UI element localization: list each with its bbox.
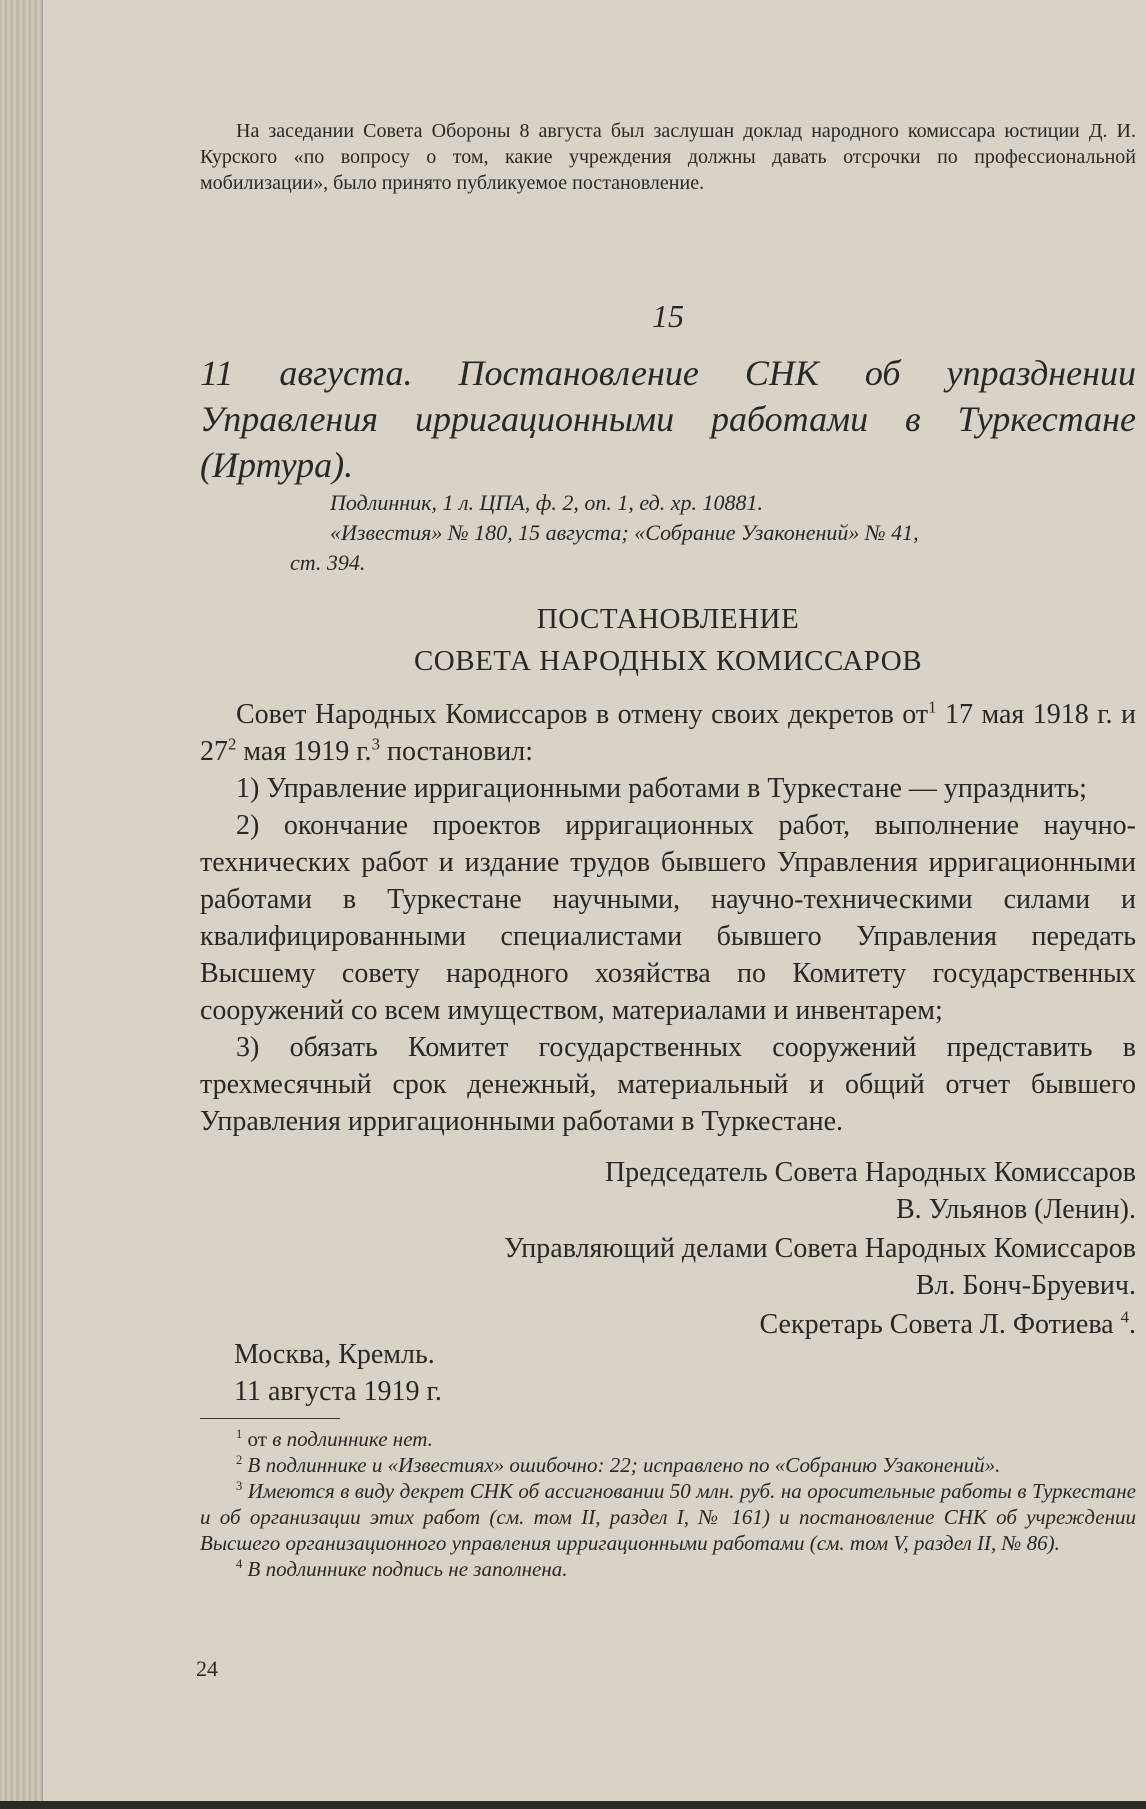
decree-body	[200, 696, 1136, 1140]
preamble-text-a: Совет Народных Комиссаров в отмену своих декретов от	[236, 699, 929, 730]
page-bottom-edge	[0, 1801, 1146, 1809]
signature-manager-title: Управляющий делами Совета Народных Комиссаров	[503, 1233, 1136, 1264]
place-and-date	[234, 1336, 442, 1410]
decree-title	[200, 598, 1136, 682]
decree-item-1: 1) Управление ирригационными работами в Туркестане — упразднить;	[236, 773, 1087, 804]
source-line-1: Подлинник, 1 л. ЦПА, ф. 2, оп. 1, ед. хр. 10881.	[330, 490, 763, 515]
signature-secretary	[336, 1306, 1136, 1343]
footnote-ref-4: 4	[1120, 1307, 1129, 1327]
signature-manager	[336, 1230, 1136, 1304]
book-spine-edge	[0, 0, 43, 1809]
footnote-2-mark: 2	[236, 1453, 243, 1467]
preamble-text-c: мая 1919 г.	[236, 736, 372, 767]
decree-item-2: 2) окончание проектов ирригационных работ, выполнение научно-технических работ и издание трудов бывшего Управления ирригационными работами в Туркестане научными, научно-техническими силами и квалифицированными специалистами бывшего Управления передать Высшему совету народного хозяйства по Комитету государственных сооружений со всем имуществом, материалами и инвентарем;	[200, 810, 1136, 1026]
document-number: 15	[652, 298, 684, 334]
preamble-text-d: постановил:	[379, 736, 534, 767]
footnotes	[200, 1426, 1136, 1582]
signature-chairman-title: Председатель Совета Народных Комиссаров	[604, 1157, 1136, 1188]
date: 11 августа 1919 г.	[234, 1376, 442, 1407]
footnote-ref-1: 1	[928, 697, 937, 717]
footnote-3	[200, 1478, 1136, 1556]
source-line-2: «Известия» № 180, 15 августа; «Собрание Узаконений» № 41,	[330, 520, 919, 545]
footnote-4-mark: 4	[236, 1557, 243, 1571]
decree-title-line-2: СОВЕТА НАРОДНЫХ КОМИССАРОВ	[413, 645, 923, 677]
footnote-3-text: Имеются в виду декрет СНК об ассигновании 50 млн. руб. на оросительные работы в Туркестане и об организации этих работ (см. том II, раздел I, № 161) и постановление СНК об учреждении Высшего организационного управления ирригационными работами (см. том V, раздел II, № 86).	[200, 1479, 1136, 1555]
footnote-1-text-b: в подлиннике нет.	[272, 1427, 433, 1451]
signature-chairman	[336, 1154, 1136, 1228]
signature-manager-name: Вл. Бонч-Бруевич.	[915, 1270, 1136, 1301]
footnote-3-mark: 3	[236, 1479, 243, 1493]
footnote-4	[200, 1556, 1136, 1582]
signature-secretary-end: .	[1129, 1309, 1136, 1340]
footnote-ref-3: 3	[371, 734, 380, 754]
page-number: 24	[196, 1656, 218, 1681]
decree-title-line-1: ПОСТАНОВЛЕНИЕ	[536, 603, 800, 635]
decree-preamble	[200, 696, 1136, 770]
source-line-3: ст. 394.	[290, 550, 366, 575]
footnote-1-text-a: от	[242, 1427, 273, 1451]
footnote-2-text: В подлиннике и «Известиях» ошибочно: 22; исправлено по «Собранию Узаконений».	[242, 1453, 1001, 1477]
source-references	[290, 488, 1136, 578]
signature-chairman-name: В. Ульянов (Ленин).	[896, 1194, 1136, 1225]
document-heading: 11 августа. Постановление СНК об упразднении Управления ирригационными работами в Туркестане (Иртура).	[200, 353, 1136, 485]
footnote-divider	[200, 1418, 340, 1419]
place: Москва, Кремль.	[234, 1339, 435, 1370]
decree-item-3: 3) обязать Комитет государственных сооружений представить в трехмесячный срок денежный, материальный и общий отчет бывшего Управления ирригационными работами в Туркестане.	[200, 1032, 1136, 1137]
signature-secretary-text: Секретарь Совета Л. Фотиева	[759, 1309, 1114, 1340]
footnote-2	[200, 1452, 1136, 1478]
preamble-text-b: 17 мая 1918 г. и 27	[200, 699, 1136, 767]
intro-paragraph: На заседании Совета Обороны 8 августа был заслушан доклад народного комиссара юстиции Д. И. Курского «по вопросу о том, какие учреждения должны давать отсрочки по профессиональной мобилизации», было принято публикуемое постановление.	[200, 120, 1136, 194]
footnote-ref-2: 2	[228, 734, 237, 754]
footnote-1-mark: 1	[236, 1427, 243, 1441]
footnote-1	[200, 1426, 1136, 1452]
footnote-4-text: В подлиннике подпись не заполнена.	[242, 1557, 568, 1581]
